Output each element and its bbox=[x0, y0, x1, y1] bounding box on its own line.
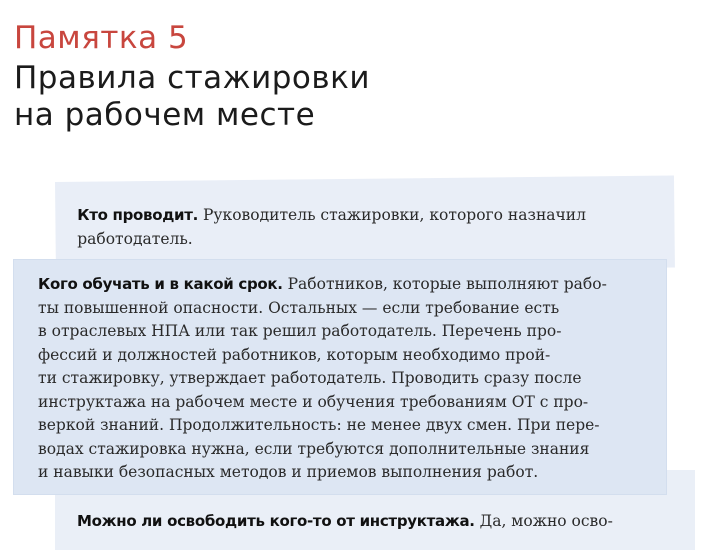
page-title bbox=[14, 60, 370, 134]
card-line: веркой знаний. Продолжительность: не менее двух смен. При пере- bbox=[38, 416, 600, 434]
card-line bbox=[77, 510, 695, 534]
card-line: ти стажировку, утверждает работодатель. Проводить сразу после bbox=[38, 369, 582, 387]
card-line: и навыки безопасных методов и приемов выполнения работ. bbox=[38, 463, 539, 481]
card-lead: Кто проводит. bbox=[77, 205, 199, 224]
card-line: работодатель. bbox=[77, 229, 193, 248]
card-text: Руководитель стажировки, которого назначил bbox=[198, 205, 586, 224]
info-card-who-and-when bbox=[13, 259, 667, 495]
card-text: Да, можно осво- bbox=[474, 512, 613, 530]
memo-number: Памятка 5 bbox=[14, 20, 189, 56]
card-lead: Кого обучать и в какой срок. bbox=[38, 275, 283, 293]
card-line: водах стажировка нужна, если требуются дополнительные знания bbox=[38, 439, 590, 458]
card-line: инструктажа на рабочем месте и обучения требованиям ОТ с про- bbox=[38, 392, 589, 411]
card-lead: Можно ли освободить кого-то от инструктажа. bbox=[77, 512, 475, 530]
card-line: ты повышенной опасности. Остальных — если требование есть bbox=[38, 298, 560, 317]
card-line: фессий и должностей работников, которым необходимо прой- bbox=[38, 345, 551, 364]
card-line bbox=[38, 273, 667, 297]
card-line bbox=[77, 204, 674, 228]
page-title-line-1: Правила стажировки bbox=[14, 60, 371, 96]
card-text: Работников, которые выполняют рабо- bbox=[282, 275, 607, 293]
page-title-line-2: на рабочем месте bbox=[14, 97, 316, 133]
card-line: в отраслевых НПА или так решил работодатель. Перечень про- bbox=[38, 322, 562, 340]
